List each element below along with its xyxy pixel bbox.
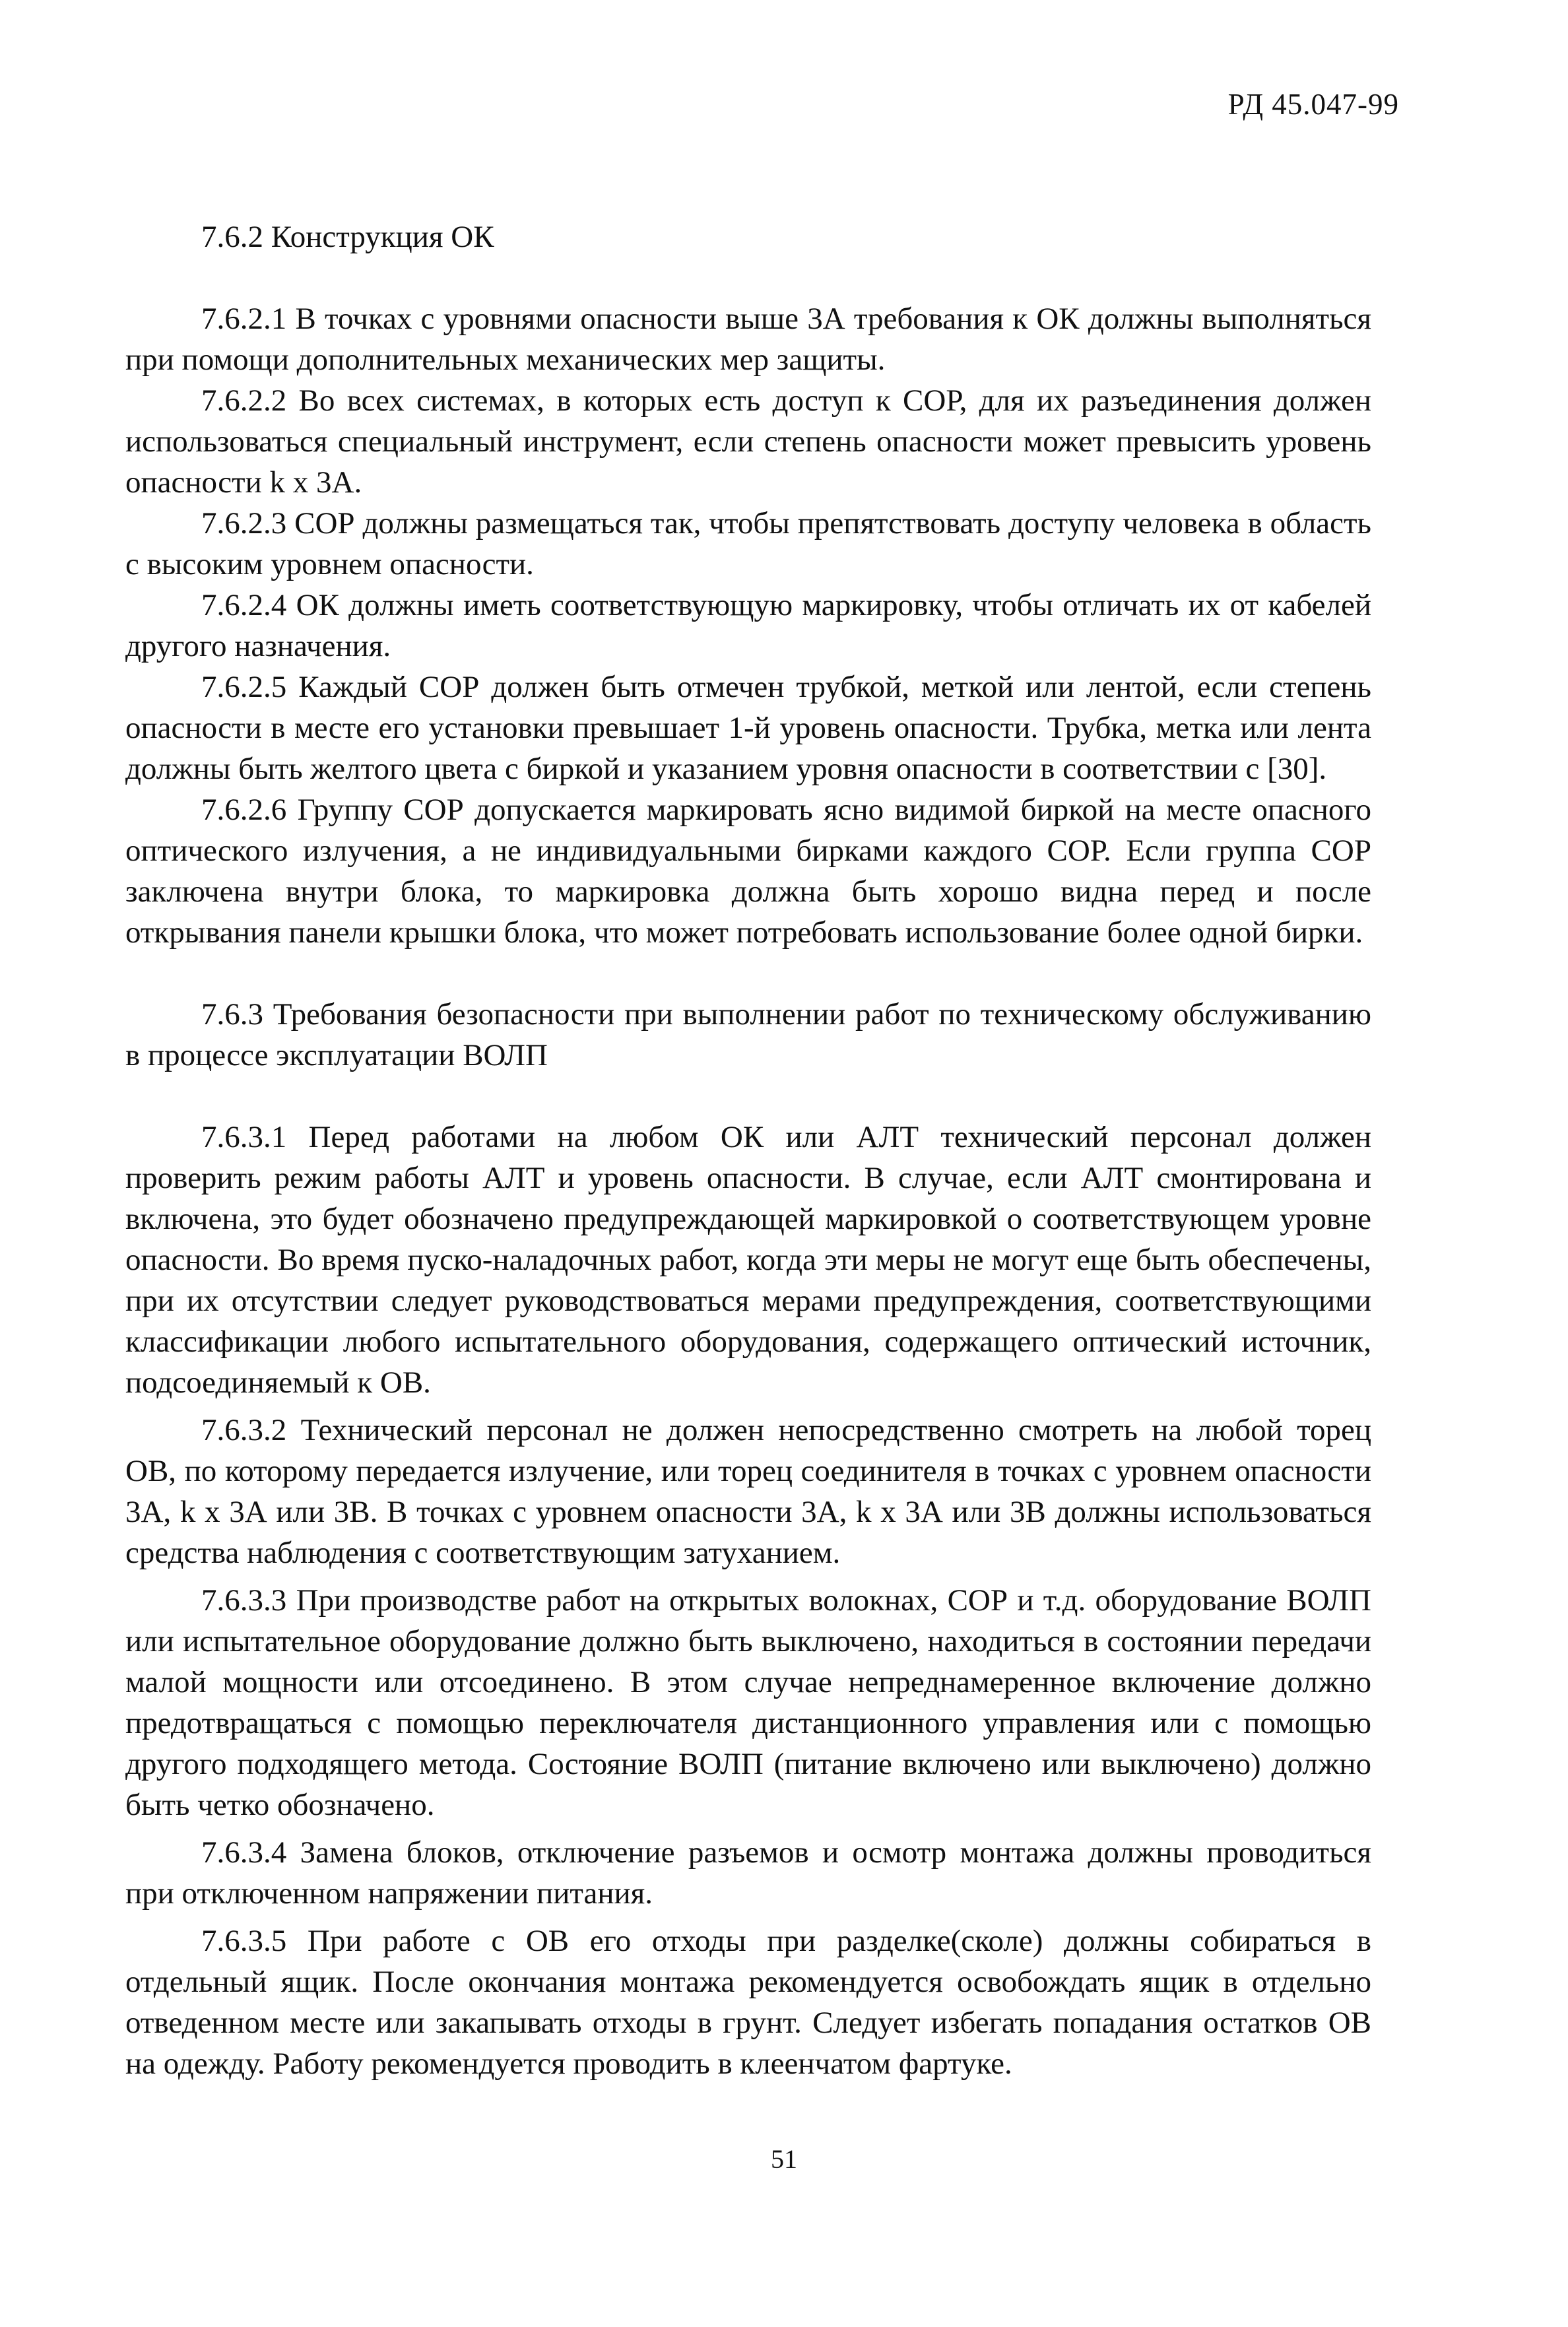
section-heading-7-6-3: 7.6.3 Требования безопасности при выполнении работ по техническому обслуживанию в процессе эксплуатации ВОЛП [125, 997, 1371, 1072]
page-body [125, 198, 1371, 2084]
section-heading-7-6-2: 7.6.2 Конструкция ОК [201, 220, 494, 254]
paragraph-7-6-2-6: 7.6.2.6 Группу СОР допускается маркировать ясно видимой биркой на месте опасного оптического излучения, а не индивидуальными бирками каждого СОР. Если группа СОР заключена внутри блока, то маркировка должна быть хорошо видна перед и после открывания панели крышки блока, что может потребовать использование более одной бирки. [125, 793, 1371, 950]
paragraph-7-6-2-1: 7.6.2.1 В точках с уровнями опасности выше 3А требования к ОК должны выполняться при помощи дополнительных механических мер защиты. [125, 302, 1371, 377]
page-number: 51 [771, 2144, 797, 2174]
paragraph-7-6-2-3: 7.6.2.3 СОР должны размещаться так, чтобы препятствовать доступу человека в область с высоким уровнем опасности. [125, 506, 1371, 581]
paragraph-7-6-2-2: 7.6.2.2 Во всех системах, в которых есть доступ к СОР, для их разъединения должен использоваться специальный инструмент, если степень опасности может превысить уровень опасности k х 3А. [125, 383, 1371, 500]
paragraph-7-6-2-5: 7.6.2.5 Каждый СОР должен быть отмечен трубкой, меткой или лентой, если степень опасности в месте его установки превышает 1-й уровень опасности. Трубка, метка или лента должны быть желтого цвета с биркой и указанием уровня опасности в соответствии с [30]. [125, 670, 1371, 786]
paragraph-7-6-3-1: 7.6.3.1 Перед работами на любом ОК или АЛТ технический персонал должен проверить режим работы АЛТ и уровень опасности. В случае, если АЛТ смонтирована и включена, это будет обозначено предупреждающей маркировкой о соответствующем уровне опасности. Во время пуско-наладочных работ, когда эти меры не могут еще быть обеспечены, при их отсутствии следует руководствоваться мерами предупреждения, соответствующими классификации любого испытательного оборудования, содержащего оптический источник, подсоединяемый к ОВ. [125, 1120, 1371, 1400]
paragraph-7-6-3-2: 7.6.3.2 Технический персонал не должен непосредственно смотреть на любой торец ОВ, по которому передается излучение, или торец соединителя в точках с уровнем опасности 3А, k х 3А или 3В. В точках с уровнем опасности 3А, k х 3А или 3В должны использоваться средства наблюдения с соответствующим затуханием. [125, 1413, 1371, 1570]
paragraph-7-6-3-4: 7.6.3.4 Замена блоков, отключение разъемов и осмотр монтажа должны проводиться при отключенном напряжении питания. [125, 1835, 1371, 1911]
paragraph-7-6-2-4: 7.6.2.4 ОК должны иметь соответствующую маркировку, чтобы отличать их от кабелей другого назначения. [125, 588, 1371, 663]
paragraph-7-6-3-3: 7.6.3.3 При производстве работ на открытых волокнах, СОР и т.д. оборудование ВОЛП или испытательное оборудование должно быть выключено, находиться в состоянии передачи малой мощности или отсоединено. В этом случае непреднамеренное включение должно предотвращаться с помощью переключателя дистанционного управления или с помощью другого подходящего метода. Состояние ВОЛП (питание включено или выключено) должно быть четко обозначено. [125, 1583, 1371, 1822]
paragraph-7-6-3-5: 7.6.3.5 При работе с ОВ его отходы при разделке(сколе) должны собираться в отдельный ящик. После окончания монтажа рекомендуется освобождать ящик в отдельно отведенном месте или закапывать отходы в грунт. Следует избегать попадания остатков ОВ на одежду. Работу рекомендуется проводить в клеенчатом фартуке. [125, 1924, 1371, 2081]
document-code: РД 45.047-99 [1227, 88, 1399, 121]
